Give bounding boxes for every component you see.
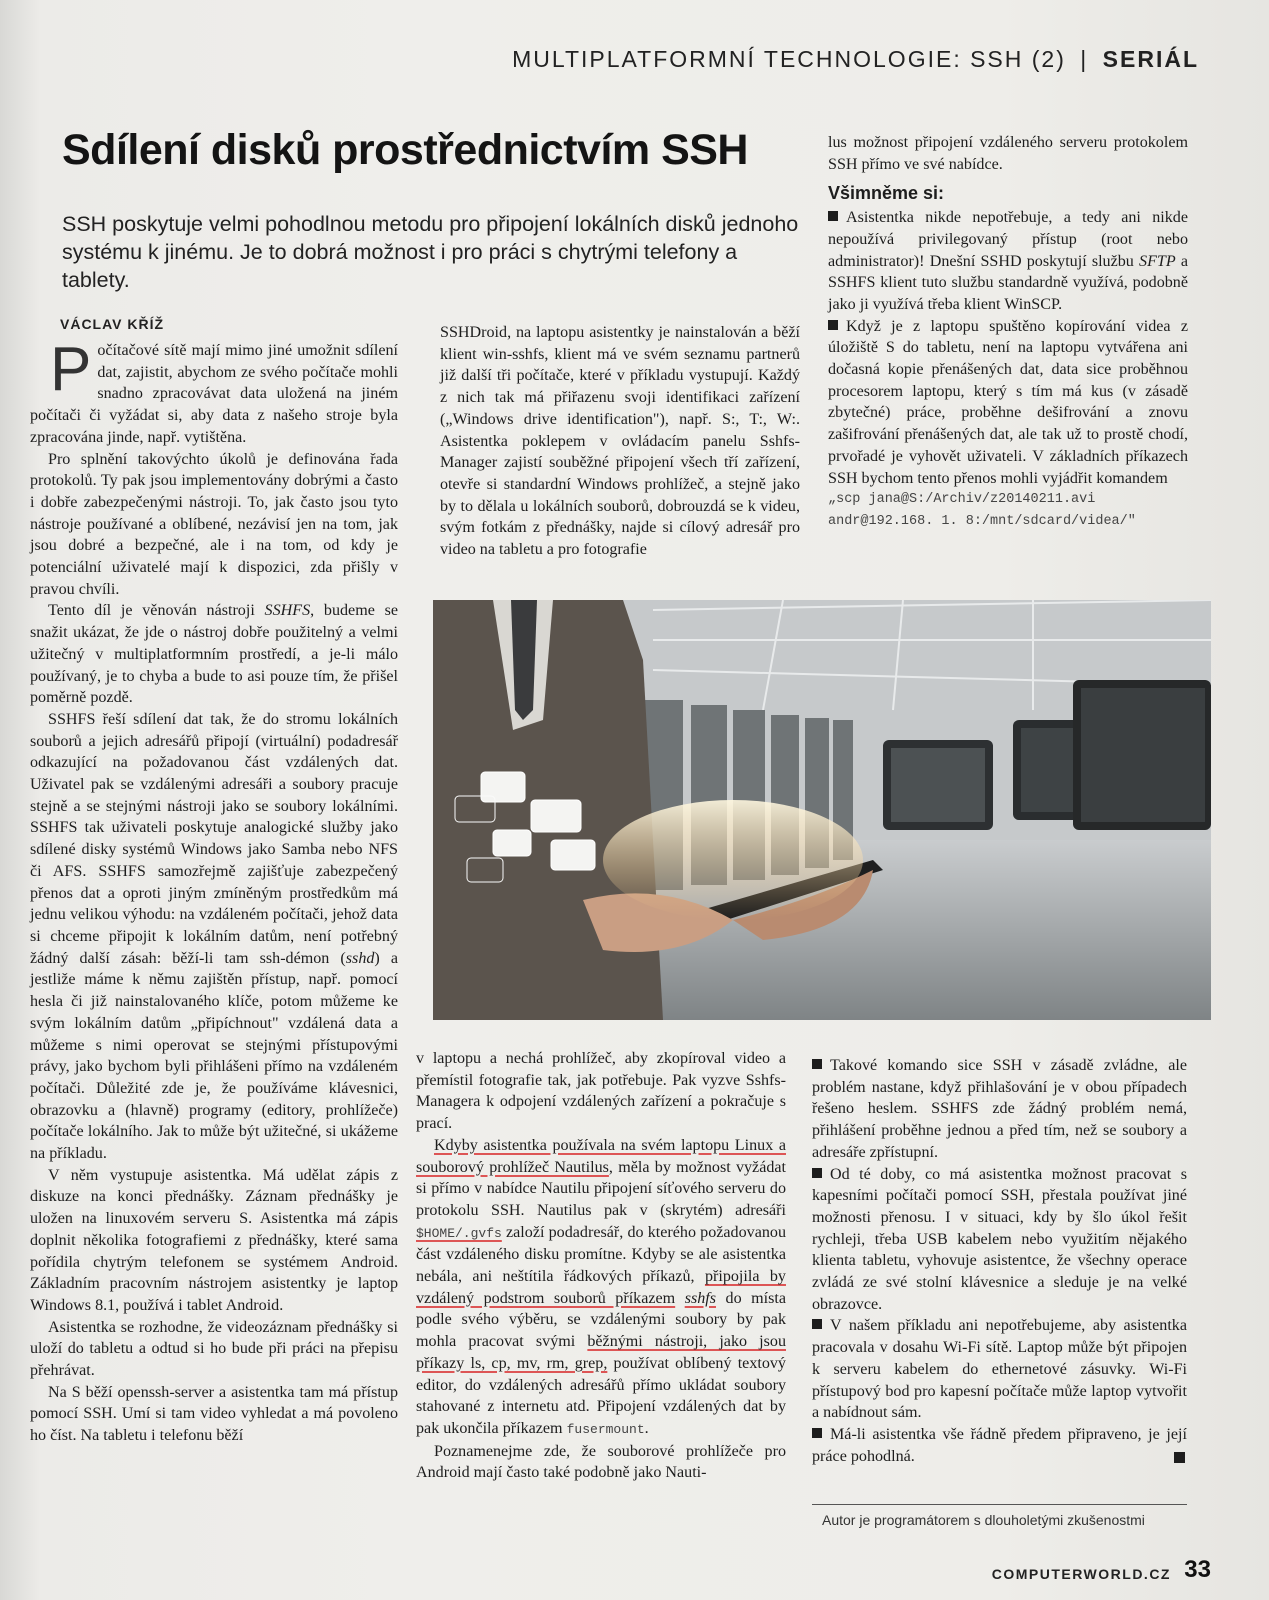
paragraph-1: Počítačové sítě mají mimo jiné umožnit sdílení dat, zajistit, abychom ze svého počítače mohli snadno zpracovávat data uložená na jiném počítači či vyžádat si, aby data z našeho stroje byla zpracována jinde, např. vytištěna. — [30, 335, 398, 446]
article-lead: SSH poskytuje velmi pohodlnou metodu pro připojení lokálních disků jednoho systému k jinému. Je to dobrá možnost i pro práci s chytrými telefony a tablety. — [62, 212, 799, 292]
command-example — [828, 489, 1188, 533]
paragraph-4: SSHFS řeší sdílení dat tak, že do stromu lokálních souborů a jejich adresářů připojí (virtuální) podadresář odkazující na požadovanou část vzdálených dat. Uživatel pak se vzdálenými adresáři a soubory pracuje stejně a se stejnými nástroji jako se soubory lokálními. SSHFS tak uživateli poskytuje analogické služby jako sdílené disky systémů Windows jako Samba nebo NFS či AFS. SSHFS samozřejmě zajišťuje zabezpečený přenos dat a oproti jiným zmíněným prostředkům má jednu velikou výhodu: na vzdáleném počítači, jehož data si chceme připojit k lokálním datům, není potřebný žádný další zásah: běží-li tam ssh-démon (sshd) a jestliže máme k němu zajištěn přístup, např. pomocí hesla či již nainstalovaného klíče, potom můžeme ke svým lokálním datům „připíchnout" vzdálená data a můžeme s nimi operovat se stejnými přístupovými právy, jako bychom byli přihlášeni přímo na vzdáleném počítači. Důležité zde je, že používáme klávesnici, obrazovku a (hlavně) programy (editory, prohlížeče) počítače lokálního. Jak to může být užitečné, si ukážeme na příkladu. — [30, 710, 398, 1163]
bullet-icon — [812, 1428, 822, 1438]
drop-cap: P — [50, 335, 92, 404]
paragraph-10: Poznamenejme zde, že souborové prohlížeče pro Android mají často také podobně jako Nauti- — [416, 1442, 786, 1482]
paragraph-5: V něm vystupuje asistentka. Má udělat zápis z diskuze na konci přednášky. Záznam přednášky je uložen na linuxovém serveru S. Asistentka má zápis doplnit několika fotografiemi z přednášky, které sama pořídila chytrým telefonem se systémem Android. Základním pracovním nástrojem asistentky je laptop Windows 8.1, používá i tablet Android. — [30, 1166, 398, 1314]
author-note: Autor je programátorem s dlouholetými zkušenostmi — [822, 1512, 1145, 1528]
section-label: SERIÁL — [1102, 46, 1199, 72]
note-item-5: V našem příkladu ani nepotřebujeme, aby asistentka pracovala v dosahu Wi-Fi sítě. Laptop může být připojen k serveru kabelem do ethernetové zásuvky. Wi-Fi přístupový bod pro kapesní počítače může laptop vytvořit a nabídnout sám. — [812, 1317, 1187, 1422]
article-title: Sdílení disků prostřednictvím SSH — [62, 126, 748, 174]
article-photo — [433, 600, 1211, 1020]
bullet-icon — [812, 1319, 822, 1329]
column-1 — [30, 335, 399, 1447]
paragraph-continued-3: lus možnost připojení vzdáleného serveru protokolem SSH přímo ve své nabídce. — [828, 134, 1188, 173]
column-2-bottom — [416, 1048, 786, 1484]
header-separator: | — [1080, 46, 1089, 72]
command-line-1: „scp jana@S:/Archiv/z20140211.avi — [828, 492, 1096, 508]
column-2-top — [440, 322, 800, 561]
paragraph-6: Asistentka se rozhodne, že videozáznam přednášky si uloží do tabletu a odtud si ho bude při práci na přepisu přehrávat. — [30, 1318, 398, 1380]
footer-rule — [812, 1504, 1187, 1505]
end-of-article-icon — [1174, 1452, 1185, 1463]
highlighted-phrase-2: připojila by vzdálený podstrom souborů příkazem — [416, 1268, 786, 1307]
column-3-top — [828, 132, 1188, 533]
note-item-2: Když je z laptopu spuštěno kopírování videa z úložiště S do tabletu, není na laptopu vytvářena ani dočasná kopie přenášených dat, data sice proběhnou procesorem laptopu, který s tím má kus (v zásadě zbytečné) práce, proběhne dešifrování a znovu zašifrování přenášených dat, ale tak už to prostě chodí, prvořadé je vyhovět uživateli. V základních příkazech SSH bychom tento přenos mohli vyjádřit komandem — [828, 317, 1188, 487]
note-heading: Všimněme si: — [828, 183, 945, 204]
highlighted-phrase-3: běžnými nástroji, jako jsou příkazy ls, cp, mv, rm, grep, — [416, 1333, 786, 1372]
page-number: 33 — [1184, 1556, 1211, 1583]
code-command: fusermount — [566, 1421, 645, 1437]
paragraph-9: Kdyby asistentka používala na svém laptopu Linux a souborový prohlížeč Nautilus, měla by možnost vyžádat si přímo v nabídce Nautilu připojení síťového serveru do protokolu SSH. Nautilus pak v (skrytém) adresáři $HOME/.gvfs založí podadresář, do kterého požadovanou část vzdáleného disku promítne. Kdyby se ale asistentka nebála, ani neštítila řádkových příkazů, připojila by vzdálený podstrom souborů příkazem sshfs do místa podle svého výběru, se vzdálenými soubory by pak mohla pracovat svými běžnými nástroji, jako jsou příkazy ls, cp, mv, rm, grep, používat oblíbený textový editor, do vzdálených adresářů přímo ukládat soubory stahované z internetu atd. Připojení vzdálených dat by pak ukončila příkazem fusermount. — [416, 1136, 786, 1437]
paragraph-8: v laptopu a nechá prohlížeč, aby zkopíroval video a přemístil fotografie tak, jak potřebuje. Pak vyzve Sshfs-Managera k odpojení vzdálených zařízení a pokračuje s prací. — [416, 1050, 786, 1133]
note-item-6: Má-li asistentka vše řádně předem připraveno, je její práce pohodlná. — [812, 1425, 1187, 1465]
note-item-3: Takové komando sice SSH v zásadě zvládne, ale problém nastane, když přihlašování je v obou případech řešeno heslem. SSHFS zde žádný problém nemá, přihlášení proběhne jednou a před tím, než se soubory a adresáře zpřístupní. — [812, 1057, 1187, 1161]
paragraph-continued: SSHDroid, na laptopu asistentky je nainstalován a běží klient win-sshfs, klient má ve svém seznamu partnerů již další tři počítače, které v příkladu vystupují. Každý z nich tak má přiřazenu svoji identifikaci zařízení („Windows drive identification"), např. S:, T:, W:. Asistentka poklepem v ovládacím panelu Sshfs-Manager zajistí souběžné připojení všech tří zařízení, otevře si standardní Windows prohlížeč, a stejně jako by to dělala u lokálních souborů, dobrouzdá se k videu, svým fotkám z přednášky, najde si cílový adresář pro video na tabletu a pro fotografie — [440, 324, 800, 559]
bullet-icon — [812, 1059, 822, 1069]
bullet-icon — [828, 320, 838, 330]
highlighted-phrase-1: Kdyby asistentka používala na svém laptopu Linux a souborový prohlížeč Nautilus — [416, 1136, 786, 1176]
running-header — [512, 46, 1199, 73]
command-name: sshfs — [684, 1289, 716, 1307]
paragraph-2: Pro splnění takovýchto úkolů je definována řada protokolů. Ty pak jsou implementovány dobrými a často i dobře zabezpečenými nástroji. To, jak často jsou tyto nástroje používané a oblíbené, nezávisí jen na tom, jak jsou dobré a bezpečné, ale i na tom, od kdy je potenciální uživatelé mají k dispozici, zda přišly v pravou chvíli. — [30, 450, 398, 598]
column-3-bottom — [812, 1055, 1187, 1467]
businessman-tablet-illustration-icon — [433, 600, 1211, 1020]
paragraph-3: Tento díl je věnován nástroji SSHFS, budeme se snažit ukázat, že jde o nástroj dobře použitelný a velmi užitečný v multiplatformním prostředí, a je-li málo používaný, je to chyba a bude to asi pouze tím, že přišel poměrně pozdě. — [30, 602, 399, 707]
paragraph-7: Na S běží openssh-server a asistentka tam má přístup pomocí SSH. Umí si tam video vyhledat a má povoleno ho číst. Na tabletu i telefonu běží — [30, 1383, 398, 1445]
bullet-icon — [828, 211, 838, 221]
note-item-1: Asistentka nikde nepotřebuje, a tedy ani nikde nepoužívá privilegovaný přístup (root nebo administrator)! Dnešní SSHD poskytují službu SFTP a SSHFS klient tuto službu standardně využívá, podobně jako ji využívá třeba klient WinSCP. — [828, 209, 1188, 313]
magazine-brand: COMPUTERWORLD.CZ — [991, 1566, 1171, 1582]
article-author: VÁCLAV KŘÍŽ — [60, 316, 165, 332]
command-line-2: andr@192.168. 1. 8:/mnt/sdcard/videa/" — [828, 514, 1136, 530]
bullet-icon — [812, 1168, 822, 1178]
code-path: $HOME/.gvfs — [416, 1225, 502, 1241]
note-item-4: Od té doby, co má asistentka možnost pracovat s kapesními počítači pomocí SSH, přestala používat jiné možnosti přenosu. I v situaci, kdy by šlo úkol řešit rychleji, třeba USB kabelem nebo využitím nějakého klienta tabletu, vyhovuje asistentce, že všechny operace zvládá ze své stolní klávesnice a sleduje je na velké obrazovce. — [812, 1165, 1187, 1313]
series-title: MULTIPLATFORMNÍ TECHNOLOGIE: SSH (2) — [512, 46, 1066, 72]
